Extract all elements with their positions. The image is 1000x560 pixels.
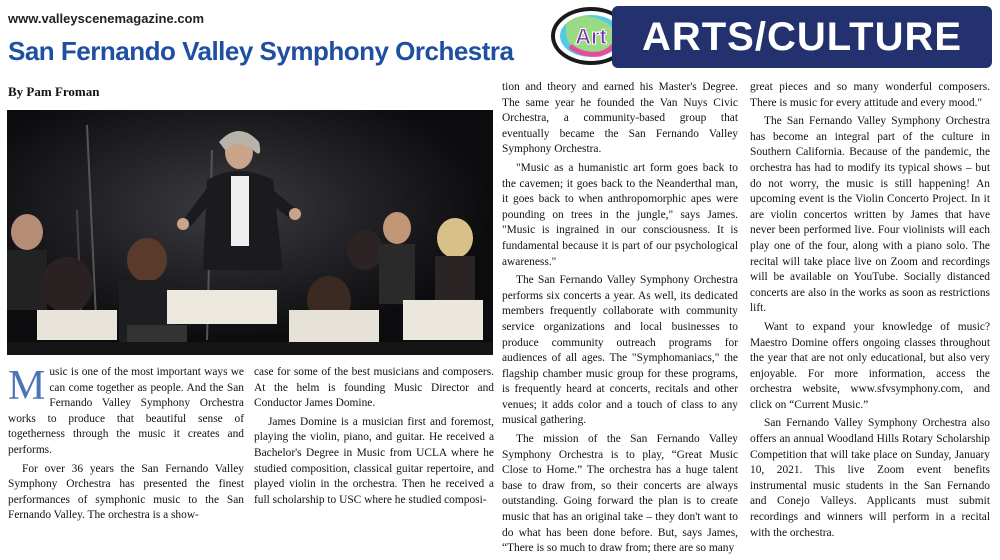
paragraph: Want to expand your knowledge of music? Maestro Domine offers ongoing classes throughout the year that are not only educational, but also very enjoyable. For more information, access the orchestra website, www.sfvsymphony.com, and click on “Current Music.” [750, 320, 990, 411]
article-column-3 [502, 80, 738, 560]
paragraph: James Domine is a musician first and foremost, playing the violin, piano, and guitar. He received a Bachelor's Degree in Music from UCLA where he studied composition, classical guitar repertoire, and played violin in the orchestra. Then he received a full scholarship to USC where he studied composi- [254, 415, 494, 506]
paragraph: For over 36 years the San Fernando Valley Symphony Orchestra has presented the finest performances of symphonic music to the San Fernando Valley. The orchestra is a show- [8, 462, 244, 522]
paragraph: The mission of the San Fernando Valley Symphony Orchestra is to play, “Great Music Close to Home.” The orchestra has a huge talent base to draw from, so their concerts are always outstanding. Going forward the plan is to create music that has an original take – they don't want to do what has been done before. But, says James, “There is so much to draw from; there are so many [502, 433, 738, 555]
paragraph: great pieces and so many wonderful composers. There is music for every attitude and every mood." [750, 81, 990, 109]
paragraph: case for some of the best musicians and composers. At the helm is founding Music Director and Conductor James Domine. [254, 366, 494, 410]
orchestra-photo [7, 110, 493, 355]
article-column-1 [8, 365, 244, 527]
article-column-2 [254, 365, 494, 511]
paragraph: "Music as a humanistic art form goes back to the cavemen; it goes back to the Neanderthal man, it goes back to when anthropomorphic apes were pounding on trees in the jungle," says James. "Music is ingrained in our consciousness. It is fundamental because it is part of our psychological awareness." [502, 161, 738, 268]
paragraph: The San Fernando Valley Symphony Orchestra performs six concerts a year. As well, its dedicated members frequently collaborate with community service organizations and local businesses to produce community outreach programs for audiences of all ages. The "Symphomaniacs," the flagship chamber music group for these programs, is frequently heard at concerts, recitals and other venues; it adds color and a touch of class to any musical gathering. [502, 274, 738, 427]
paragraph: San Fernando Valley Symphony Orchestra also offers an annual Woodland Hills Rotary Scholarship Competition that will take place on Sunday, January 10, 2021. This live Zoom event benefits instrumental music students in the San Fernando and Conejo Valleys. Applicants must submit recordings and winners will perform in a recital with the orchestra. [750, 417, 990, 539]
section-banner [612, 6, 992, 68]
article-headline: San Fernando Valley Symphony Orchestra [8, 36, 514, 66]
website-url: www.valleyscenemagazine.com [8, 11, 205, 26]
byline: By Pam Froman [8, 84, 100, 99]
dropcap: M [8, 363, 46, 409]
paragraph: Music is one of the most important ways we can come together as people. And the San Fernando Valley Symphony Orchestra works to produce that beautiful sense of togetherness through the music it creates and performs. [8, 363, 244, 456]
paragraph: The San Fernando Valley Symphony Orchestra has become an integral part of the culture in Southern California. Because of the pandemic, the orchestra has had to modify its typical shows – but do not worry, the music is still happening! An upcoming event is the Violin Concerto Project. In it are violin concertos written by James that have never been performed live. Four violinists will each play one of the four, along with a piano solo. The recital will take place live on Zoom and recordings will be available on YouTube. Socially distanced concerts are also in the works as soon as restrictions lift. [750, 115, 990, 315]
section-title: ARTS/CULTURE [641, 14, 963, 59]
paragraph: tion and theory and earned his Master's Degree. The same year he founded the Van Nuys Civic Orchestra, a community-based group that eventually became the San Fernando Valley Symphony Orchestra. [502, 81, 738, 156]
article-column-4 [750, 80, 990, 544]
svg-text:Art: Art [575, 24, 607, 49]
